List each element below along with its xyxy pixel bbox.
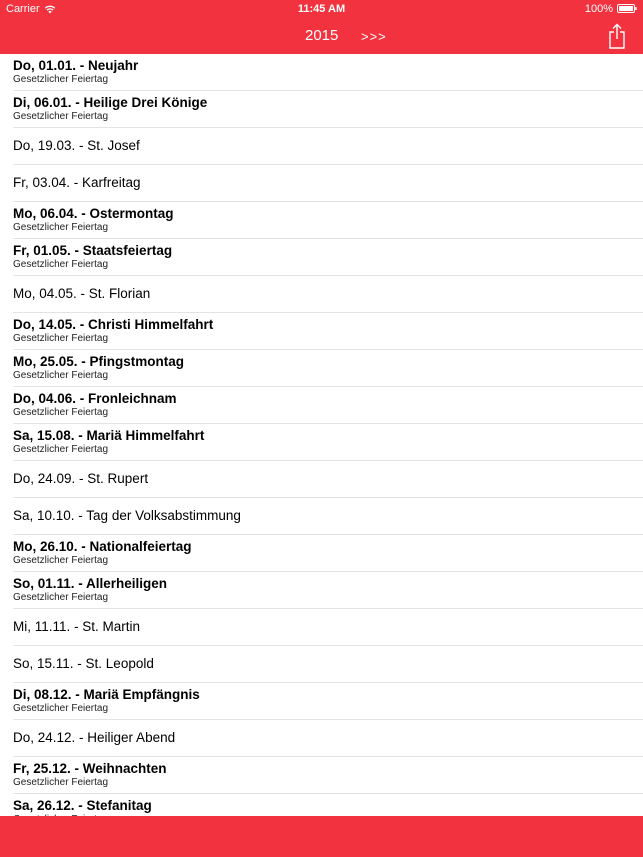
list-item[interactable] bbox=[13, 498, 643, 535]
list-item[interactable] bbox=[13, 609, 643, 646]
holiday-title: Fr, 03.04. - Karfreitag bbox=[13, 175, 141, 190]
list-item[interactable] bbox=[13, 387, 643, 424]
list-item[interactable] bbox=[13, 424, 643, 461]
holiday-subtitle: Gesetzlicher Feiertag bbox=[13, 111, 109, 122]
holiday-title: Mo, 04.05. - St. Florian bbox=[13, 286, 151, 301]
carrier-label: Carrier bbox=[6, 3, 40, 15]
list-item[interactable] bbox=[13, 91, 643, 128]
holiday-subtitle: Gesetzlicher Feiertag bbox=[13, 444, 109, 455]
status-time: 11:45 AM bbox=[297, 3, 346, 15]
holiday-title: Fr, 25.12. - Weihnachten bbox=[13, 761, 167, 776]
holiday-subtitle: Gesetzlicher Feiertag bbox=[13, 222, 109, 233]
holiday-title: So, 15.11. - St. Leopold bbox=[13, 656, 154, 671]
list-item[interactable] bbox=[13, 239, 643, 276]
list-item[interactable] bbox=[13, 54, 643, 91]
holiday-subtitle: Gesetzlicher Feiertag bbox=[13, 555, 109, 566]
battery-icon bbox=[617, 4, 637, 13]
holiday-title: Do, 01.01. - Neujahr bbox=[13, 58, 139, 73]
list-item[interactable] bbox=[13, 350, 643, 387]
holiday-title: Do, 19.03. - St. Josef bbox=[13, 138, 140, 153]
holiday-subtitle: Gesetzlicher Feiertag bbox=[13, 592, 109, 603]
nav-row bbox=[0, 18, 643, 54]
holiday-subtitle: Gesetzlicher Feiertag bbox=[13, 407, 109, 418]
list-item[interactable] bbox=[13, 572, 643, 609]
navigation-bar bbox=[0, 0, 643, 54]
list-item[interactable] bbox=[13, 313, 643, 350]
holiday-title: Mo, 25.05. - Pfingstmontag bbox=[13, 354, 185, 369]
list-item[interactable] bbox=[13, 461, 643, 498]
list-item[interactable] bbox=[13, 276, 643, 313]
holiday-title: Di, 06.01. - Heilige Drei Könige bbox=[13, 95, 208, 110]
holiday-title: Do, 24.12. - Heiliger Abend bbox=[13, 730, 176, 745]
share-icon[interactable] bbox=[607, 23, 627, 49]
holiday-subtitle: Gesetzlicher Feiertag bbox=[13, 74, 109, 85]
holiday-subtitle: Gesetzlicher Feiertag bbox=[13, 333, 109, 344]
list-item[interactable] bbox=[13, 646, 643, 683]
holiday-title: So, 01.11. - Allerheiligen bbox=[13, 576, 168, 591]
holiday-title: Di, 08.12. - Mariä Empfängnis bbox=[13, 687, 200, 702]
battery-percentage: 100% bbox=[584, 3, 613, 15]
next-year-button[interactable]: >>> bbox=[361, 29, 387, 44]
holiday-title: Sa, 10.10. - Tag der Volksabstimmung bbox=[13, 508, 241, 523]
holiday-title: Do, 24.09. - St. Rupert bbox=[13, 471, 149, 486]
holiday-subtitle: Gesetzlicher Feiertag bbox=[13, 777, 109, 788]
holiday-title: Mi, 11.11. - St. Martin bbox=[13, 619, 141, 634]
list-item[interactable] bbox=[13, 757, 643, 794]
holiday-subtitle: Gesetzlicher Feiertag bbox=[13, 370, 109, 381]
list-item[interactable] bbox=[13, 683, 643, 720]
holiday-list[interactable] bbox=[0, 54, 643, 816]
list-item[interactable] bbox=[13, 720, 643, 757]
holiday-title: Mo, 26.10. - Nationalfeiertag bbox=[13, 539, 192, 554]
holiday-title: Fr, 01.05. - Staatsfeiertag bbox=[13, 243, 173, 258]
year-title[interactable]: 2015 bbox=[305, 27, 339, 44]
holiday-title: Sa, 26.12. - Stefanitag bbox=[13, 798, 152, 813]
holiday-title: Do, 14.05. - Christi Himmelfahrt bbox=[13, 317, 214, 332]
list-item[interactable] bbox=[13, 165, 643, 202]
holiday-title: Do, 04.06. - Fronleichnam bbox=[13, 391, 177, 406]
holiday-title: Mo, 06.04. - Ostermontag bbox=[13, 206, 174, 221]
list-item[interactable] bbox=[13, 202, 643, 239]
holiday-subtitle: Gesetzlicher Feiertag bbox=[13, 259, 109, 270]
holiday-subtitle: Gesetzlicher Feiertag bbox=[13, 703, 109, 714]
holiday-title: Sa, 15.08. - Mariä Himmelfahrt bbox=[13, 428, 205, 443]
bottom-toolbar bbox=[0, 816, 643, 857]
list-item[interactable] bbox=[13, 535, 643, 572]
list-item[interactable] bbox=[13, 128, 643, 165]
status-bar bbox=[0, 0, 643, 18]
